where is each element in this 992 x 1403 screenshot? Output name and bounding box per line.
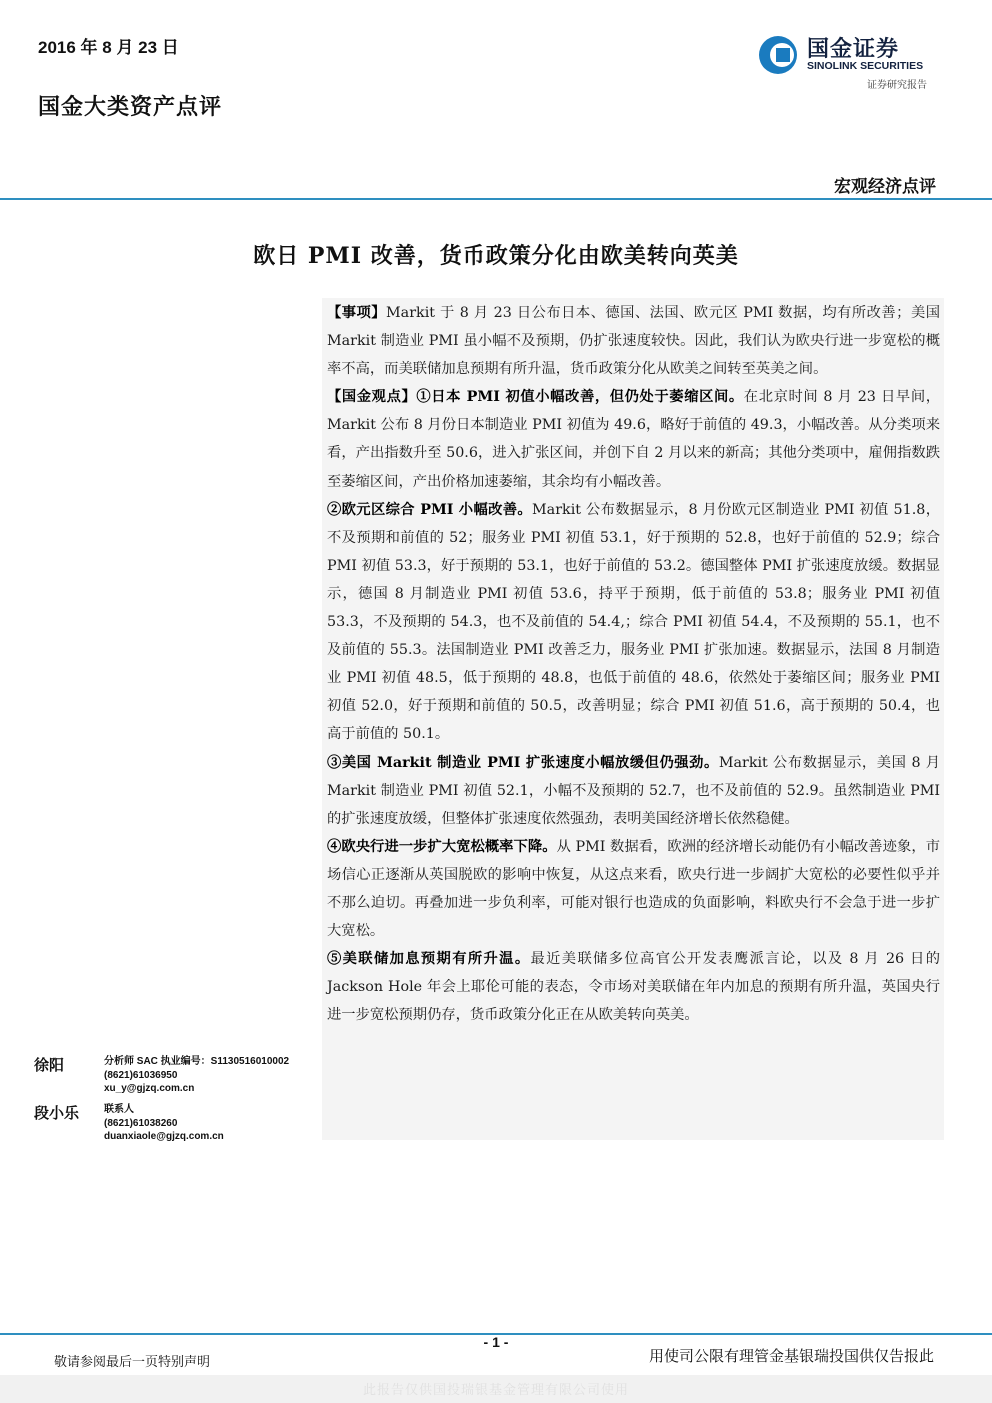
paragraph-tag: ⑤美联储加息预期有所升温。 bbox=[327, 951, 531, 968]
paragraph-japan bbox=[327, 383, 940, 495]
analyst-role: 联系人 bbox=[104, 1104, 134, 1115]
footer-usage-note: 用使司公限有理管金基银瑞投国供仅告报此 bbox=[648, 1348, 934, 1365]
footer-disclaimer-note: 敬请参阅最后一页特别声明 bbox=[54, 1355, 211, 1370]
paragraph-text: Markit 于 8 月 23 日公布日本、德国、法国、欧元区 PMI 数据，均有所改善；美国 Markit 制造业 PMI 虽小幅不及预期，仍扩张速度较快。因此，我们认为欧央行进一步宽松的概率不高，而美联储加息预期有所升温，货币政策分化从欧美之间转至英美之间。 bbox=[327, 305, 940, 378]
paragraph-tag: 【事项】 bbox=[327, 305, 387, 321]
paragraph-tag: 【国金观点】①日本 PMI 初值小幅改善，但仍处于萎缩区间。 bbox=[327, 389, 744, 406]
report-title: 欧日 PMI 改善，货币政策分化由欧美转向英美 bbox=[253, 243, 739, 269]
report-category: 宏观经济点评 bbox=[834, 177, 936, 197]
paragraph-event bbox=[327, 299, 940, 383]
header-divider bbox=[0, 198, 992, 200]
analyst-info bbox=[104, 1055, 289, 1096]
analyst-phone: (8621)61038260 bbox=[104, 1117, 178, 1129]
analyst-email[interactable]: duanxiaole@gjzq.com.cn bbox=[104, 1131, 224, 1142]
analyst-credential: 分析师 SAC 执业编号：S1130516010002 bbox=[104, 1056, 290, 1067]
paragraph-text: 从 PMI 数据看，欧洲的经济增长动能仍有小幅改善迹象，市场信心正逐渐从英国脱欧的影响中恢复，从这点来看，欧央行进一步阔扩大宽松的必要性似乎并不那么迫切。再叠加进一步负利率，可能对银行也造成的负面影响，料欧央行不会急于进一步扩大宽松。 bbox=[327, 838, 940, 940]
analyst-info bbox=[104, 1103, 224, 1144]
report-series: 国金大类资产点评 bbox=[38, 94, 223, 120]
report-date: 2016 年 8 月 23 日 bbox=[38, 38, 179, 57]
company-logo bbox=[757, 30, 947, 92]
paragraph-text: 在北京时间 8 月 23 日早间，Markit 公布 8 月份日本制造业 PMI 初值为 49.6，略好于前值的 49.3，小幅改善。从分类项来看，产出指数升至 50.6，进入扩张区间，并创下自 2 月以来的新高；其他分类项中，雇佣指数跌至萎缩区间，产出价格加速萎缩，其余均有小幅改善。 bbox=[327, 389, 941, 490]
watermark: 此报告仅供国投瑞银基金管理有限公司使用 bbox=[362, 1383, 629, 1398]
analyst-phone: (8621)61036950 bbox=[104, 1069, 178, 1081]
paragraph-tag: ④欧央行进一步扩大宽松概率下降。 bbox=[327, 838, 557, 855]
report-body bbox=[322, 298, 944, 1140]
paragraph-eurozone bbox=[327, 496, 940, 749]
paragraph-tag: ②欧元区综合 PMI 小幅改善。 bbox=[327, 501, 533, 518]
sinolink-logo-icon bbox=[757, 34, 799, 76]
analyst-name: 徐阳 bbox=[34, 1057, 65, 1074]
analyst-name: 段小乐 bbox=[34, 1105, 80, 1122]
paragraph-tag: ③美国 Markit 制造业 PMI 扩张速度小幅放缓但仍强劲。 bbox=[327, 754, 719, 771]
paragraph-ecb bbox=[327, 833, 940, 945]
logo-subtitle: 证券研究报告 bbox=[867, 80, 927, 91]
analyst-email[interactable]: xu_y@gjzq.com.cn bbox=[104, 1083, 195, 1094]
paragraph-us bbox=[327, 749, 940, 833]
paragraph-text: 最近美联储多位高官公开发表鹰派言论，以及 8 月 26 日的 Jackson Hole 年会上耶伦可能的表态，令市场对美联储在年内加息的预期有所升温，英国央行进一步宽松预期仍存，货币政策分化正在从欧美转向英美。 bbox=[327, 951, 941, 1024]
paragraph-fed bbox=[327, 945, 940, 1029]
analyst-block bbox=[34, 1054, 314, 1104]
paragraph-text: Markit 公布数据显示，美国 8 月 Markit 制造业 PMI 初值 52.1，小幅不及预期的 52.7，也不及前值的 52.9。虽然制造业 PMI 的扩张速度放缓，但整体扩张速度依然强劲，表明美国经济增长依然稳健。 bbox=[327, 754, 940, 827]
analyst-block bbox=[34, 1102, 314, 1152]
logo-name-cn: 国金证券 bbox=[807, 36, 900, 61]
page-number: - 1 - bbox=[483, 1334, 509, 1350]
logo-name-en: SINOLINK SECURITIES bbox=[807, 60, 924, 72]
paragraph-text: Markit 公布数据显示，8 月份欧元区制造业 PMI 初值 51.8，不及预期和前值的 52；服务业 PMI 初值 53.1，好于预期的 52.8，也好于前值的 52.9；综合 PMI 初值 53.3，好于预期的 53.1，也好于前值的 53.2。德国整体 PMI 扩张速度放缓。数据显示，德国 8 月制造业 PMI 初值 53.6，持平于预期，低于前值的 53.8；服务业 PMI 初值 53.3，不及预期的 54.3，也不及前值的 54.4,；综合 PMI 初值 54.4，不及预期的 55.1，也不及前值的 55.3。法国制造业 PMI 改善乏力，服务业 PMI 扩张加速。数据显示，法国 8 月制造业 PMI 初值 48.5，低于预期的 48.8，也低于前值的 48.6，依然处于萎缩区间；服务业 PMI 初值 52.0，好于预期和前值的 50.5，改善明显；综合 PMI 初值 51.6，高于预期的 50.4，也高于前值的 50.1。 bbox=[327, 501, 940, 743]
